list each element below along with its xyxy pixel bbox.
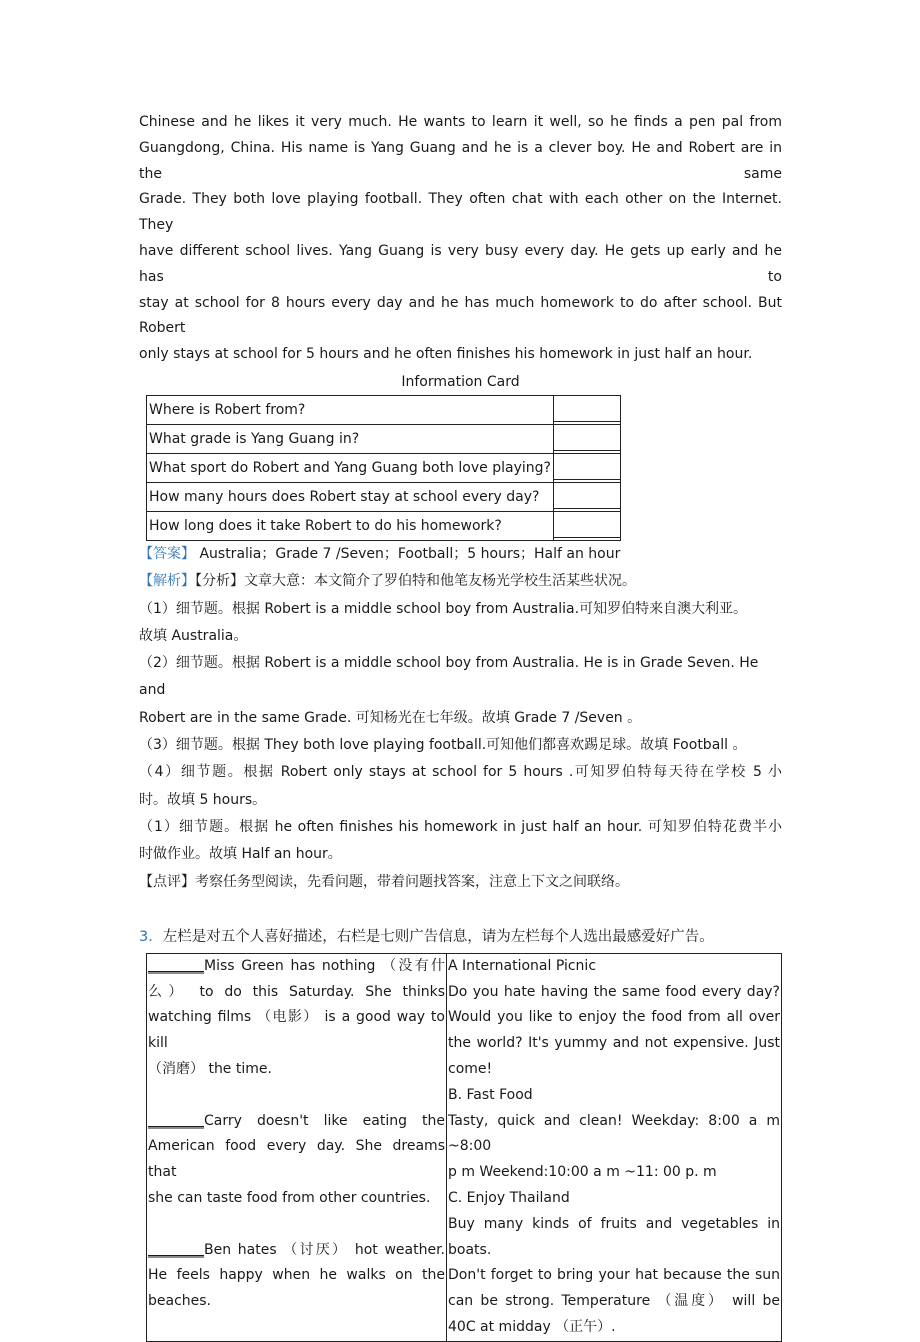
analysis-tag: 【解析】 xyxy=(139,573,195,590)
passage-line: Grade. They both love playing football. They often chat with each other on the Internet. They xyxy=(139,191,782,234)
ad-b-line: p m Weekend:10:00 a m ~11: 00 p. m xyxy=(448,1164,717,1181)
reading-passage xyxy=(139,110,782,368)
analysis-line: 时做作业。故填 Half an hour。 xyxy=(139,846,342,863)
question-cell: What grade is Yang Guang in? xyxy=(147,424,554,453)
person-1-line: （消磨） the time. xyxy=(148,1061,272,1078)
table-row xyxy=(147,453,621,482)
answer-blank[interactable]: ________ xyxy=(148,957,204,974)
ad-b-title: B. Fast Food xyxy=(448,1086,533,1103)
ad-a-line: the world? It's yummy and not expensive. Just xyxy=(448,1035,780,1052)
analysis-intro xyxy=(139,568,782,595)
analysis-item-3 xyxy=(139,732,782,759)
question-3-prompt xyxy=(139,924,782,950)
comment-line: 【点评】考察任务型阅读，先看问题，带着问题找答案，注意上下文之间联络。 xyxy=(139,873,629,890)
analysis-item-5 xyxy=(139,814,782,841)
answer-blank[interactable] xyxy=(553,482,620,511)
passage-line: stay at school for 8 hours every day and he has much homework to do after school. But Robert xyxy=(139,294,782,337)
analysis-summary: 【分析】文章大意：本文简介了罗伯特和他笔友杨光学校生活某些状况。 xyxy=(195,573,636,590)
analysis-line: （4）细节题。根据 Robert only stays at school for 5 hours .可知罗伯特每天待在学校 5 小 xyxy=(139,764,782,781)
table-row xyxy=(147,395,621,424)
answer-line xyxy=(139,541,782,568)
table-row xyxy=(147,511,621,540)
answer-blank[interactable] xyxy=(553,424,620,453)
passage-line: have different school lives. Yang Guang is very busy every day. He gets up early and he has to xyxy=(139,242,782,285)
ad-a-line: come! xyxy=(448,1061,493,1078)
question-cell: How many hours does Robert stay at school every day? xyxy=(147,482,554,511)
analysis-line: Robert are in the same Grade. 可知杨光在七年级。故填 Grade 7 /Seven 。 xyxy=(139,709,642,726)
question-cell: How long does it take Robert to do his homework? xyxy=(147,511,554,540)
person-3-line: ________Ben hates （讨厌） hot weather. xyxy=(148,1241,445,1258)
analysis-item-1-cont xyxy=(139,623,782,650)
person-3-line: beaches. xyxy=(148,1293,212,1310)
answer-blank[interactable] xyxy=(553,453,620,482)
ad-a-title: A International Picnic xyxy=(448,957,597,974)
analysis-line: 故填 Australia。 xyxy=(139,627,248,644)
analysis-item-5-cont xyxy=(139,841,782,868)
ad-c-line: 40C at midday （正午）. xyxy=(448,1318,616,1335)
ad-c-line: Don't forget to bring your hat because the sun xyxy=(448,1267,780,1284)
analysis-item-4 xyxy=(139,759,782,786)
question-cell: What sport do Robert and Yang Guang both love playing? xyxy=(147,453,554,482)
ad-c-line: can be strong. Temperature （温度） will be xyxy=(448,1293,780,1310)
table-row xyxy=(147,953,782,1341)
answer-text: Australia；Grade 7 /Seven；Football；5 hours；Half an hour xyxy=(199,545,621,562)
person-2-line: American food every day. She dreams that xyxy=(148,1138,445,1181)
information-card-table xyxy=(146,395,621,541)
passage-line: Guangdong, China. His name is Yang Guang and he is a clever boy. He and Robert are in the same xyxy=(139,139,782,182)
table-row xyxy=(147,482,621,511)
ad-a-line: Would you like to enjoy the food from all over xyxy=(448,1009,780,1026)
analysis-line: （2）细节题。根据 Robert is a middle school boy from Australia. He is in Grade Seven. He and xyxy=(139,655,759,699)
analysis-line: （3）细节题。根据 They both love playing football.可知他们都喜欢踢足球。故填 Football 。 xyxy=(139,737,747,754)
person-2-line: ________Carry doesn't like eating the xyxy=(148,1112,445,1129)
passage-line: only stays at school for 5 hours and he often finishes his homework in just half an hour. xyxy=(139,346,753,363)
question-number: 3． xyxy=(139,928,163,945)
analysis-item-1 xyxy=(139,596,782,623)
ad-c-line: Buy many kinds of fruits and vegetables in boats. xyxy=(448,1215,780,1258)
ad-c-title: C. Enjoy Thailand xyxy=(448,1190,570,1206)
table-row xyxy=(147,424,621,453)
person-1-line: 么） to do this Saturday. She thinks xyxy=(148,983,445,1000)
answer-blank[interactable]: ________ xyxy=(148,1112,204,1129)
answer-blank[interactable] xyxy=(553,511,620,540)
analysis-line: 时。故填 5 hours。 xyxy=(139,791,267,808)
ad-b-line: Tasty, quick and clean! Weekday: 8:00 a m ~8:00 xyxy=(448,1112,780,1155)
ads-matching-table xyxy=(146,953,782,1342)
analysis-item-4-cont xyxy=(139,787,782,814)
answer-blank[interactable]: ________ xyxy=(148,1241,204,1258)
people-column xyxy=(147,953,447,1341)
ad-a-line: Do you hate having the same food every day? xyxy=(448,983,780,1000)
analysis-line: （1）细节题。根据 he often finishes his homework in just half an hour. 可知罗伯特花费半小 xyxy=(139,818,782,835)
answer-blank[interactable] xyxy=(553,395,620,424)
analysis-item-2 xyxy=(139,650,782,705)
person-2-line: she can taste food from other countries. xyxy=(148,1190,431,1206)
answer-tag: 【答案】 xyxy=(139,545,195,562)
analysis-item-2-cont xyxy=(139,705,782,732)
card-title: Information Card xyxy=(401,373,520,390)
question-cell: Where is Robert from? xyxy=(147,395,554,424)
person-1-line: watching films （电影） is a good way to kill xyxy=(148,1009,445,1052)
analysis-line: （1）细节题。根据 Robert is a middle school boy from Australia.可知罗伯特来自澳大利亚。 xyxy=(139,600,748,617)
person-3-line: He feels happy when he walks on the xyxy=(148,1267,445,1284)
question-text: 左栏是对五个人喜好描述，右栏是七则广告信息，请为左栏每个人选出最感爱好广告。 xyxy=(162,928,714,945)
person-1-line: ________Miss Green has nothing （没有什 xyxy=(148,957,445,974)
document-page xyxy=(139,110,782,1342)
passage-line: Chinese and he likes it very much. He wants to learn it well, so he finds a pen pal from xyxy=(139,114,782,130)
ads-column xyxy=(447,953,782,1341)
